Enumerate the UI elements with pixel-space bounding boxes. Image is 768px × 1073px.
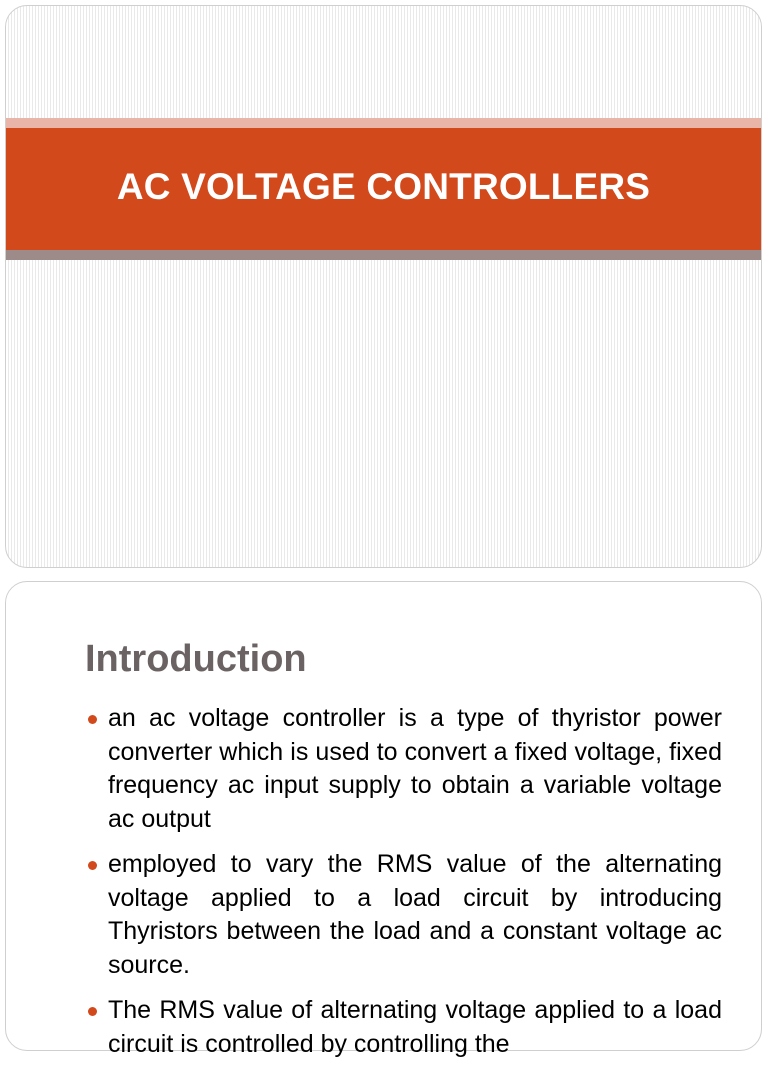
title-band	[6, 128, 761, 250]
bullet-item	[85, 702, 722, 836]
bullet-text: The RMS value of alternating voltage applied to a load circuit is controlled by controlling the	[108, 996, 722, 1058]
bullet-dot-icon	[88, 1007, 97, 1016]
bullet-text: an ac voltage controller is a type of thyristor power converter which is used to convert a fixed voltage, fixed frequency ac input supply to obtain a variable voltage ac output	[108, 704, 722, 833]
bullet-dot-icon	[88, 861, 97, 870]
slide-heading: Introduction	[85, 638, 307, 680]
title-slide	[5, 5, 762, 568]
bullet-item	[85, 994, 722, 1061]
bullet-text: employed to vary the RMS value of the alternating voltage applied to a load circuit by introducing Thyristors between the load and a constant voltage ac source.	[108, 850, 722, 979]
bullet-dot-icon	[88, 715, 97, 724]
bullet-item	[85, 848, 722, 982]
title-band-bottom-stripe	[6, 250, 761, 260]
introduction-slide	[5, 581, 762, 1058]
bullet-list	[85, 702, 722, 1073]
slide-title: AC VOLTAGE CONTROLLERS	[116, 165, 651, 207]
title-band-top-stripe	[6, 118, 761, 128]
